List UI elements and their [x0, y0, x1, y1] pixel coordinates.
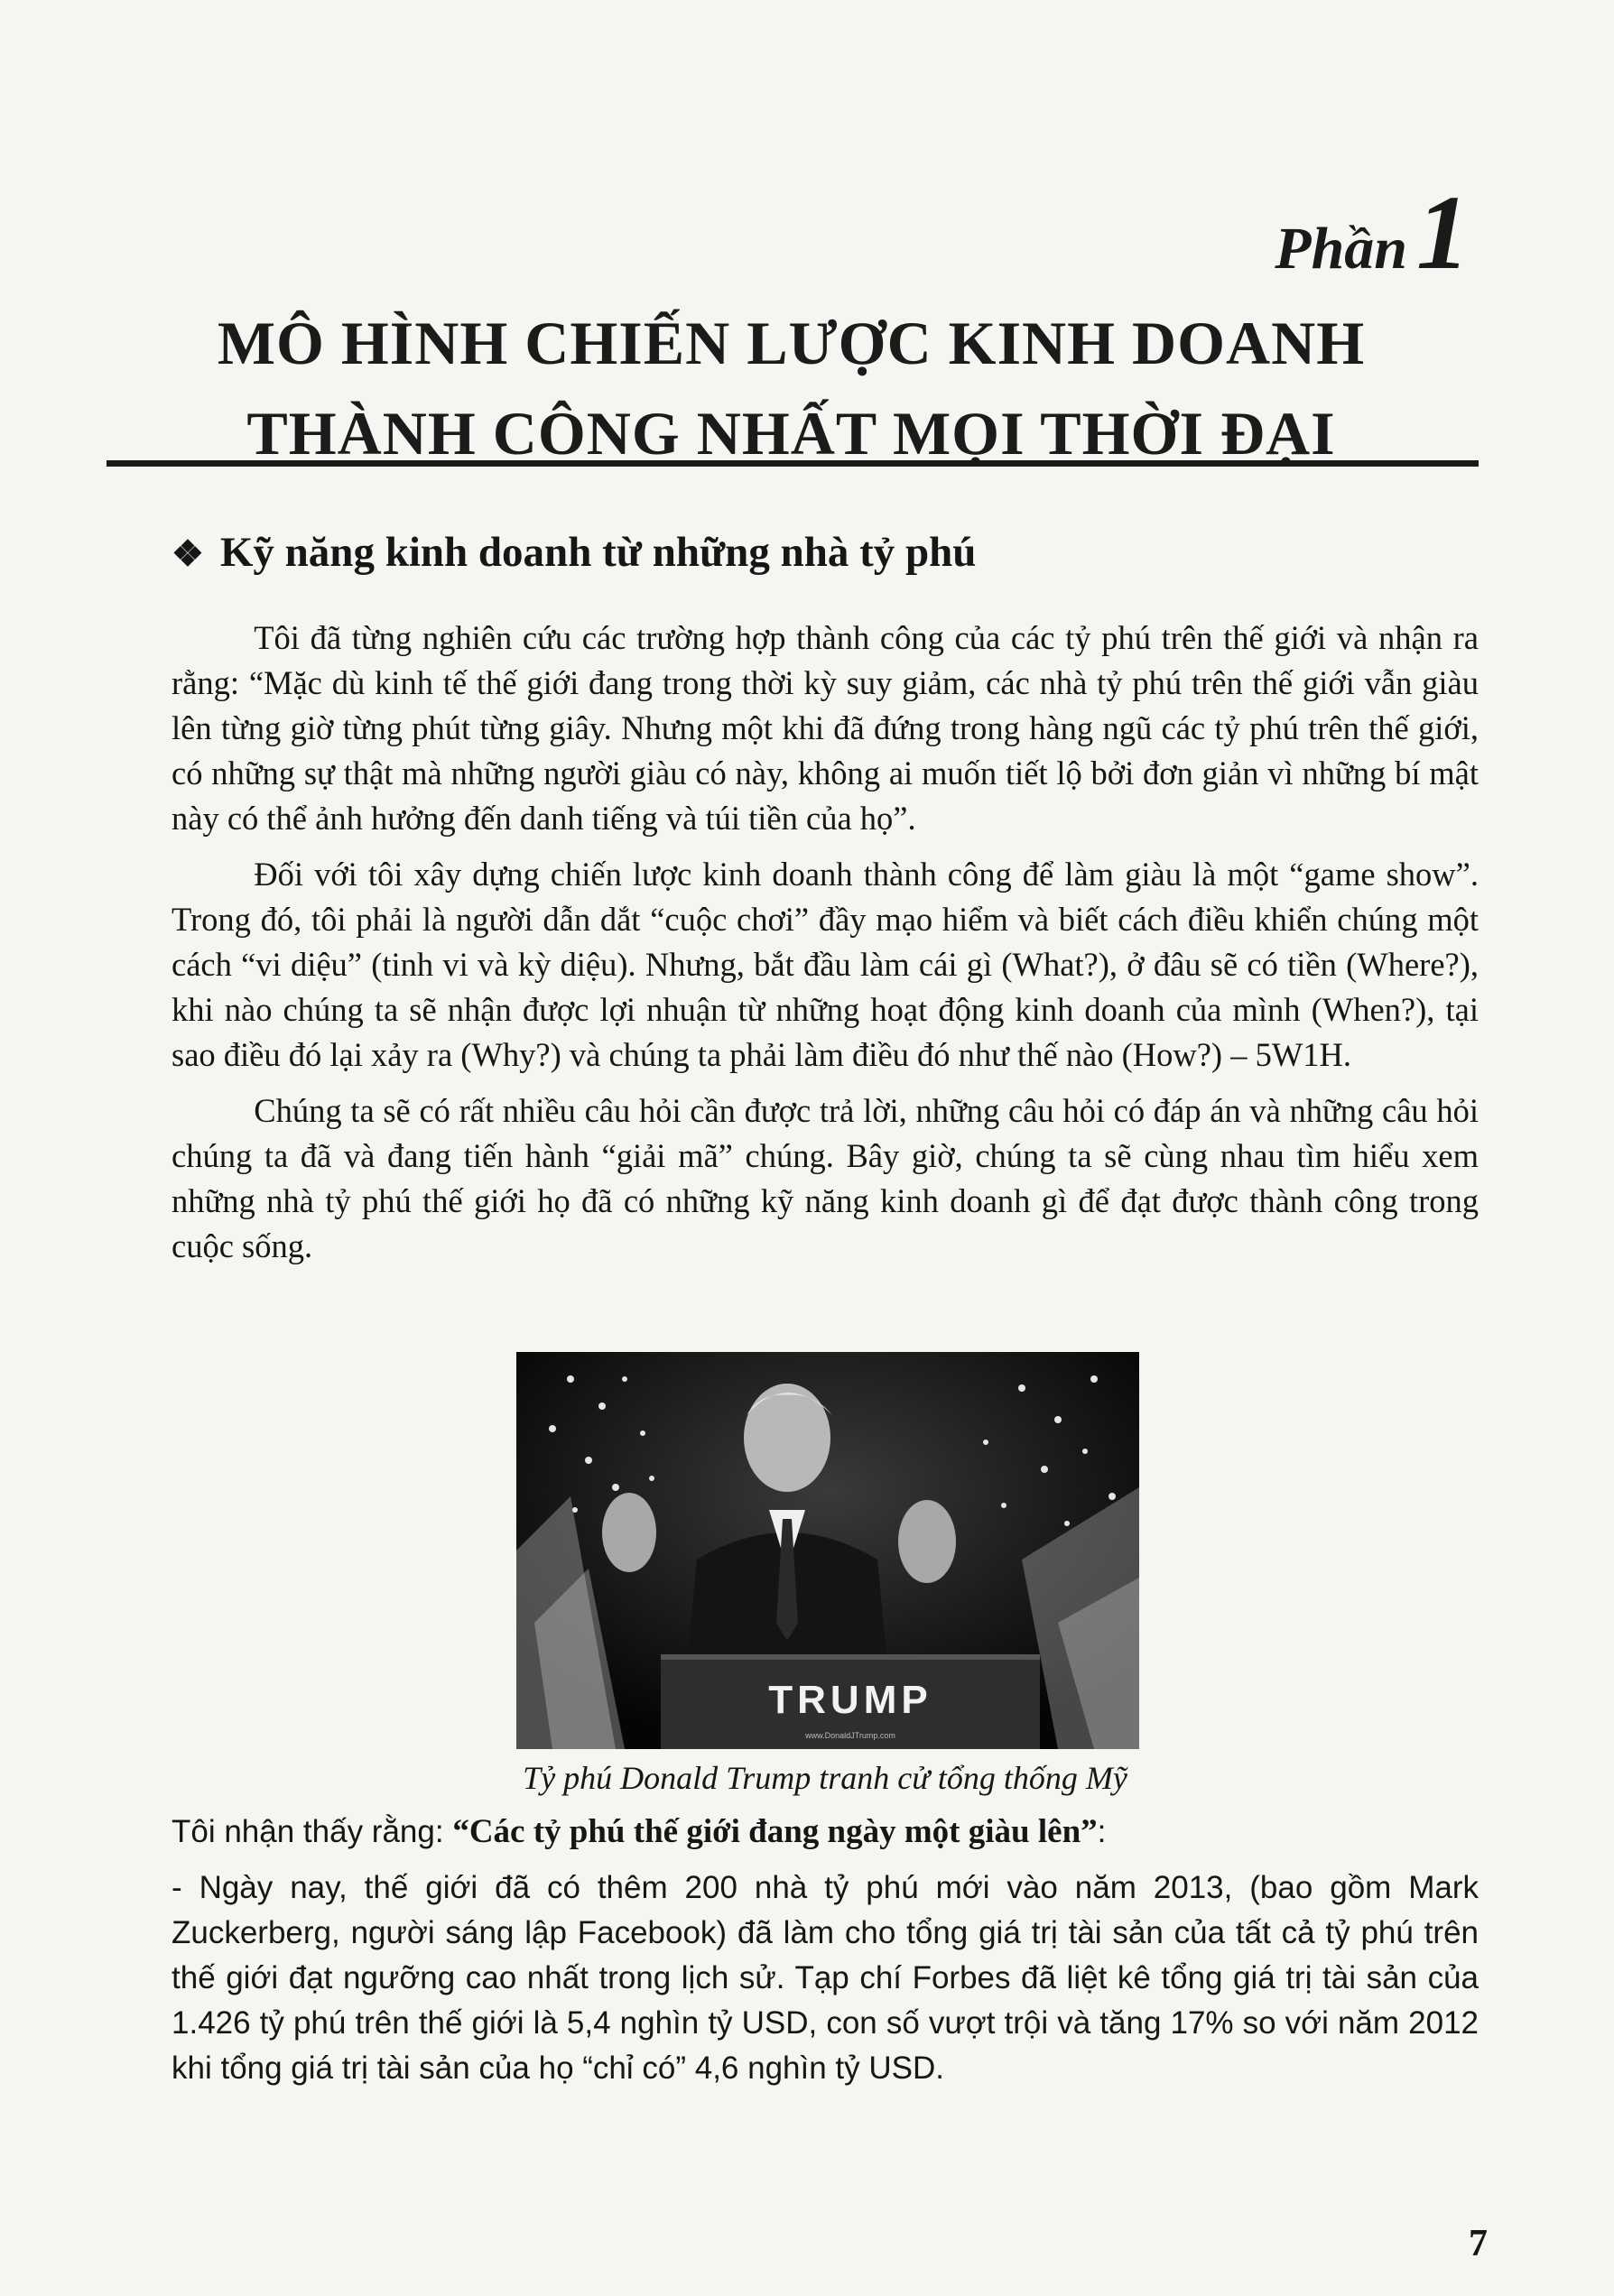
part-label [1275, 171, 1470, 294]
findings-intro [172, 1810, 1479, 1855]
findings-intro-bold: “Các tỷ phú thế giới đang ngày một giàu lên” [452, 1813, 1098, 1850]
part-number: 1 [1416, 173, 1470, 292]
findings-intro-prefix: Tôi nhận thấy rằng: [172, 1814, 453, 1849]
paragraph-2: Đối với tôi xây dựng chiến lược kinh doanh thành công để làm giàu là một “game show”. Trong đó, tôi phải là người dẫn dắt “cuộc chơi” đầy mạo hiểm và biết cách điều khiển chúng một cách “vi diệu” (tinh vi và kỳ diệu). Nhưng, bắt đầu làm cái gì (What?), ở đâu sẽ có tiền (Where?), khi nào chúng ta sẽ nhận được lợi nhuận từ những hoạt động kinh doanh của mình (When?), tại sao điều đó lại xảy ra (Why?) và chúng ta phải làm điều đó như thế nào (How?) – 5W1H. [172, 856, 1479, 1073]
chapter-title-line2: THÀNH CÔNG NHẤT MỌI THỜI ĐẠI [246, 399, 1336, 468]
title-underline [107, 460, 1479, 467]
chapter-title [108, 298, 1474, 478]
page-number: 7 [1469, 2223, 1488, 2264]
diamond-bullet-icon: ❖ [172, 533, 204, 574]
podium-url: www.DonaldJTrump.com [805, 1731, 895, 1740]
podium-text: TRUMP [768, 1678, 932, 1722]
chapter-title-line1: MÔ HÌNH CHIẾN LƯỢC KINH DOANH [217, 309, 1366, 377]
photo-illustration [516, 1352, 1139, 1749]
section-heading [172, 528, 976, 577]
findings-bullet-1: - Ngày nay, thế giới đã có thêm 200 nhà tỷ phú mới vào năm 2013, (bao gồm Mark Zuckerberg, người sáng lập Facebook) đã làm cho tổng giá trị tài sản của tất cả tỷ phú trên thế giới đạt ngưỡng cao nhất trong lịch sử. Tạp chí Forbes đã liệt kê tổng giá trị tài sản của 1.426 tỷ phú trên thế giới là 5,4 nghìn tỷ USD, con số vượt trội và tăng 17% so với năm 2012 khi tổng giá trị tài sản của họ “chỉ có” 4,6 nghìn tỷ USD. [172, 1870, 1479, 2086]
body-text [172, 616, 1479, 1280]
part-word: Phần [1275, 216, 1407, 282]
paragraph-3: Chúng ta sẽ có rất nhiều câu hỏi cần được trả lời, những câu hỏi có đáp án và những câu hỏi chúng ta đã và đang tiến hành “giải mã” chúng. Bây giờ, chúng ta sẽ cùng nhau tìm hiểu xem những nhà tỷ phú thế giới họ đã có những kỹ năng kinh doanh gì để đạt được thành công trong cuộc sống. [172, 1092, 1479, 1264]
findings-block [172, 1810, 1479, 2102]
section-heading-text: Kỹ năng kinh doanh từ những nhà tỷ phú [219, 529, 977, 576]
findings-intro-suffix: : [1097, 1814, 1107, 1849]
photo-caption: Tỷ phú Donald Trump tranh cử tổng thống Mỹ [523, 1760, 1127, 1796]
trump-campaign-photo [516, 1352, 1139, 1749]
paragraph-1: Tôi đã từng nghiên cứu các trường hợp thành công của các tỷ phú trên thế giới và nhận ra rằng: “Mặc dù kinh tế thế giới đang trong thời kỳ suy giảm, các nhà tỷ phú trên thế giới vẫn giàu lên từng giờ từng phút từng giây. Nhưng một khi đã đứng trong hàng ngũ các tỷ phú trên thế giới, có những sự thật mà những người giàu có này, không ai muốn tiết lộ bởi đơn giản vì những bí mật này có thể ảnh hưởng đến danh tiếng và túi tiền của họ”. [172, 619, 1479, 837]
